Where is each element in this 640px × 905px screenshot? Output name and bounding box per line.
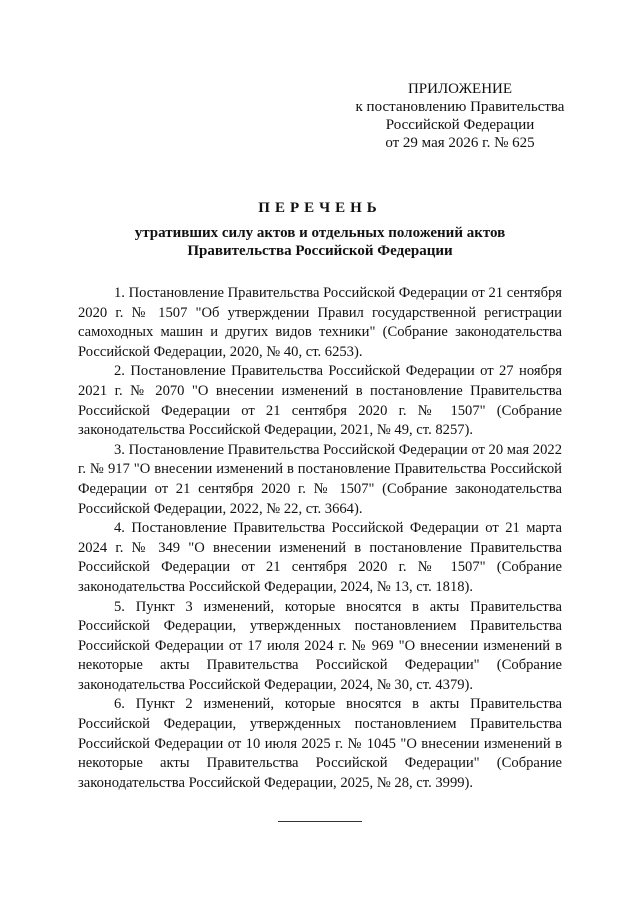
appendix-line-resolution: к постановлению Правительства — [355, 99, 565, 115]
end-separator-line — [278, 821, 362, 822]
appendix-block — [345, 80, 575, 152]
list-item: 5. Пункт 3 изменений, которые вносятся в акты Правительства Российской Федерации, утвержденных постановлением Правительства Российской Федерации от 17 июля 2024 г. № 969 "О внесении изменений в некоторые акты Правительства Российской Федерации" (Собрание законодательства Российской Федерации, 2024, № 30, ст. 4379). — [78, 598, 562, 693]
list-item: 3. Постановление Правительства Российской Федерации от 20 мая 2022 г. № 917 "О внесении изменений в постановление Правительства Российской Федерации от 21 сентября 2020 г. № 1507" (Собрание законодательства Российской Федерации, 2022, № 22, ст. 3664). — [78, 441, 562, 517]
appendix-title: ПРИЛОЖЕНИЕ — [407, 81, 513, 97]
document-heading: ПЕРЕЧЕНЬ — [258, 200, 382, 216]
list-item: 6. Пункт 2 изменений, которые вносятся в акты Правительства Российской Федерации, утвержденных постановлением Правительства Российской Федерации от 10 июля 2025 г. № 1045 "О внесении изменений в некоторые акты Правительства Российской Федерации" (Собрание законодательства Российской Федерации, 2025, № 28, ст. 3999). — [78, 696, 562, 791]
subheading-line-1: утративших силу актов и отдельных положений актов — [134, 225, 506, 241]
list-item: 1. Постановление Правительства Российской Федерации от 21 сентября 2020 г. № 1507 "Об утверждении Правил государственной регистрации самоходных машин и других видов техники" (Собрание законодательства Российской Федерации, 2020, № 40, ст. 6253). — [78, 285, 562, 360]
list-item: 4. Постановление Правительства Российской Федерации от 21 марта 2024 г. № 349 "О внесении изменений в постановление Правительства Российской Федерации от 21 сентября 2020 г. № 1507" (Собрание законодательства Российской Федерации, 2024, № 13, ст. 1818). — [78, 520, 562, 595]
appendix-line-date: от 29 мая 2026 г. № 625 — [385, 135, 535, 151]
document-subheading — [0, 224, 640, 260]
subheading-line-2: Правительства Российской Федерации — [187, 243, 453, 259]
list-item: 2. Постановление Правительства Российской Федерации от 27 ноября 2021 г. № 2070 "О внесении изменений в постановление Правительства Российской Федерации от 21 сентября 2020 г. № 1507" (Собрание законодательства Российской Федерации, 2021, № 49, ст. 8257). — [78, 363, 562, 439]
appendix-line-federation: Российской Федерации — [385, 117, 535, 133]
items-list — [78, 284, 562, 793]
